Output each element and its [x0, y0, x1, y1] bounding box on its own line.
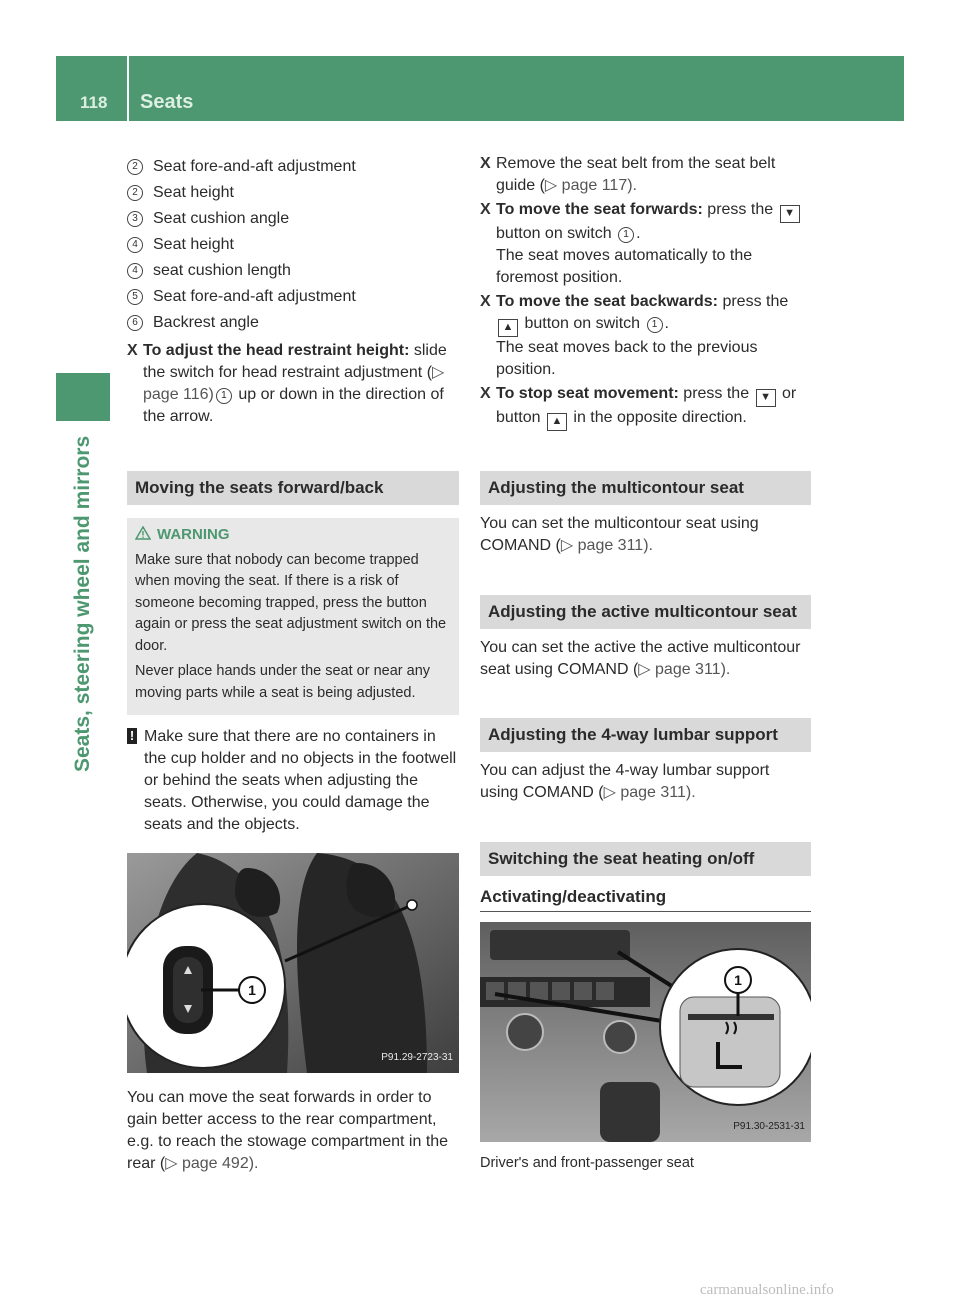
instruction-step: X Remove the seat belt from the seat belt guide (▷ page 117).	[480, 155, 776, 194]
seat-photo-image	[127, 853, 459, 1073]
dashboard-photo-image	[480, 922, 811, 1142]
photo-callout-label: 1	[734, 972, 742, 988]
watermark: carmanualsonline.info	[700, 1282, 834, 1298]
list-item: 6 Backrest angle	[127, 312, 459, 334]
legend-list	[127, 156, 459, 334]
step-arrow-icon: X	[480, 155, 491, 172]
body-paragraph: You can set the multicontour seat using COMAND (▷ page 311).	[480, 515, 759, 554]
body-paragraph: You can adjust the 4-way lumbar support using COMAND (▷ page 311).	[480, 762, 770, 801]
list-item: 2 Seat fore-and-aft adjustment	[127, 156, 459, 178]
instruction-step: X To adjust the head restraint height: slide the switch for head restraint adjustment (▷ page 116) 1 up or down in the direction of the arrow.	[127, 342, 447, 425]
list-item: 5 Seat fore-and-aft adjustment	[127, 286, 459, 308]
seat-switch-photo	[127, 853, 459, 1073]
down-button-icon: ▼	[756, 389, 776, 407]
seat-heating-photo	[480, 922, 811, 1142]
section-heading: Adjusting the 4-way lumbar support	[480, 718, 811, 752]
sub-heading: Activating/deactivating	[480, 886, 811, 912]
warning-box	[127, 518, 459, 715]
left-column	[127, 156, 459, 1175]
warning-text: Make sure that nobody can become trapped when moving the seat. If there is a risk of someone becoming trapped, press the button again or press the seat adjustment switch on the door.	[135, 551, 447, 654]
right-column	[480, 153, 811, 1174]
page-reference-link[interactable]: ▷ page 311).	[638, 661, 731, 678]
section-heading: Adjusting the multicontour seat	[480, 471, 811, 505]
warning-title: WARNING	[135, 524, 451, 546]
chapter-label: Seats, steering wheel and mirrors	[71, 435, 94, 772]
list-item: 4 seat cushion length	[127, 260, 459, 282]
section-heading: Switching the seat heating on/off	[480, 842, 811, 876]
list-item: 4 Seat height	[127, 234, 459, 256]
body-paragraph: You can move the seat forwards in order to gain better access to the rear compartment, e.g. to reach the stowage compartment in the rear (▷ page 492).	[127, 1089, 449, 1172]
step-arrow-icon: X	[480, 201, 491, 218]
caution-icon: !	[127, 728, 137, 744]
page-reference-link[interactable]: ▷ page 116)	[143, 364, 445, 403]
photo-caption: Driver's and front-passenger seat	[480, 1155, 694, 1171]
step-arrow-icon: X	[480, 293, 491, 310]
page-reference-link[interactable]: ▷ page 492).	[165, 1155, 259, 1172]
list-item: 3 Seat cushion angle	[127, 208, 459, 230]
callout-marker: 1	[618, 227, 634, 243]
step-result: The seat moves back to the previous position.	[496, 339, 758, 378]
body-paragraph: You can set the active the active multicontour seat using COMAND (▷ page 311).	[480, 639, 801, 678]
up-button-icon: ▲	[547, 413, 567, 431]
instruction-step: X To move the seat backwards: press the ▲ button on switch 1 . The seat moves back to the previous position.	[480, 291, 811, 381]
up-button-icon: ▲	[498, 319, 518, 337]
step-result: The seat moves automatically to the foremost position.	[496, 247, 753, 286]
page-header	[56, 56, 904, 121]
page-reference-link[interactable]: ▷ page 311).	[560, 537, 653, 554]
instruction-step: X To stop seat movement: press the ▼ or button ▲ in the opposite direction.	[480, 383, 811, 431]
page-reference-link[interactable]: ▷ page 117).	[544, 177, 637, 194]
warning-text: Never place hands under the seat or near any moving parts while a seat is being adjusted.	[135, 663, 431, 701]
step-arrow-icon: X	[127, 342, 138, 359]
instruction-step: X To move the seat forwards: press the ▼ button on switch 1 . The seat moves automatically to the foremost position.	[480, 199, 811, 289]
photo-callout-label: 1	[248, 982, 256, 998]
callout-marker: 1	[647, 317, 663, 333]
down-button-icon: ▼	[780, 205, 800, 223]
photo-code: P91.29-2723-31	[381, 1052, 453, 1063]
page-reference-link[interactable]: ▷ page 311).	[603, 784, 696, 801]
section-title: Seats	[140, 91, 194, 113]
page-number: 118	[80, 93, 108, 112]
step-arrow-icon: X	[480, 385, 491, 402]
section-heading: Moving the seats forward/back	[127, 471, 459, 505]
caution-note: ! Make sure that there are no containers in the cup holder and no objects in the footwell or behind the seats when adjusting the seats. Otherwise, you could damage the seats and the objects.	[127, 726, 459, 836]
photo-code: P91.30-2531-31	[733, 1121, 805, 1132]
warning-triangle-icon	[135, 526, 151, 540]
chapter-tab	[56, 373, 110, 421]
header-divider	[127, 56, 129, 121]
section-heading: Adjusting the active multicontour seat	[480, 595, 811, 629]
callout-marker: 1	[216, 388, 232, 404]
list-item: 2 Seat height	[127, 182, 459, 204]
